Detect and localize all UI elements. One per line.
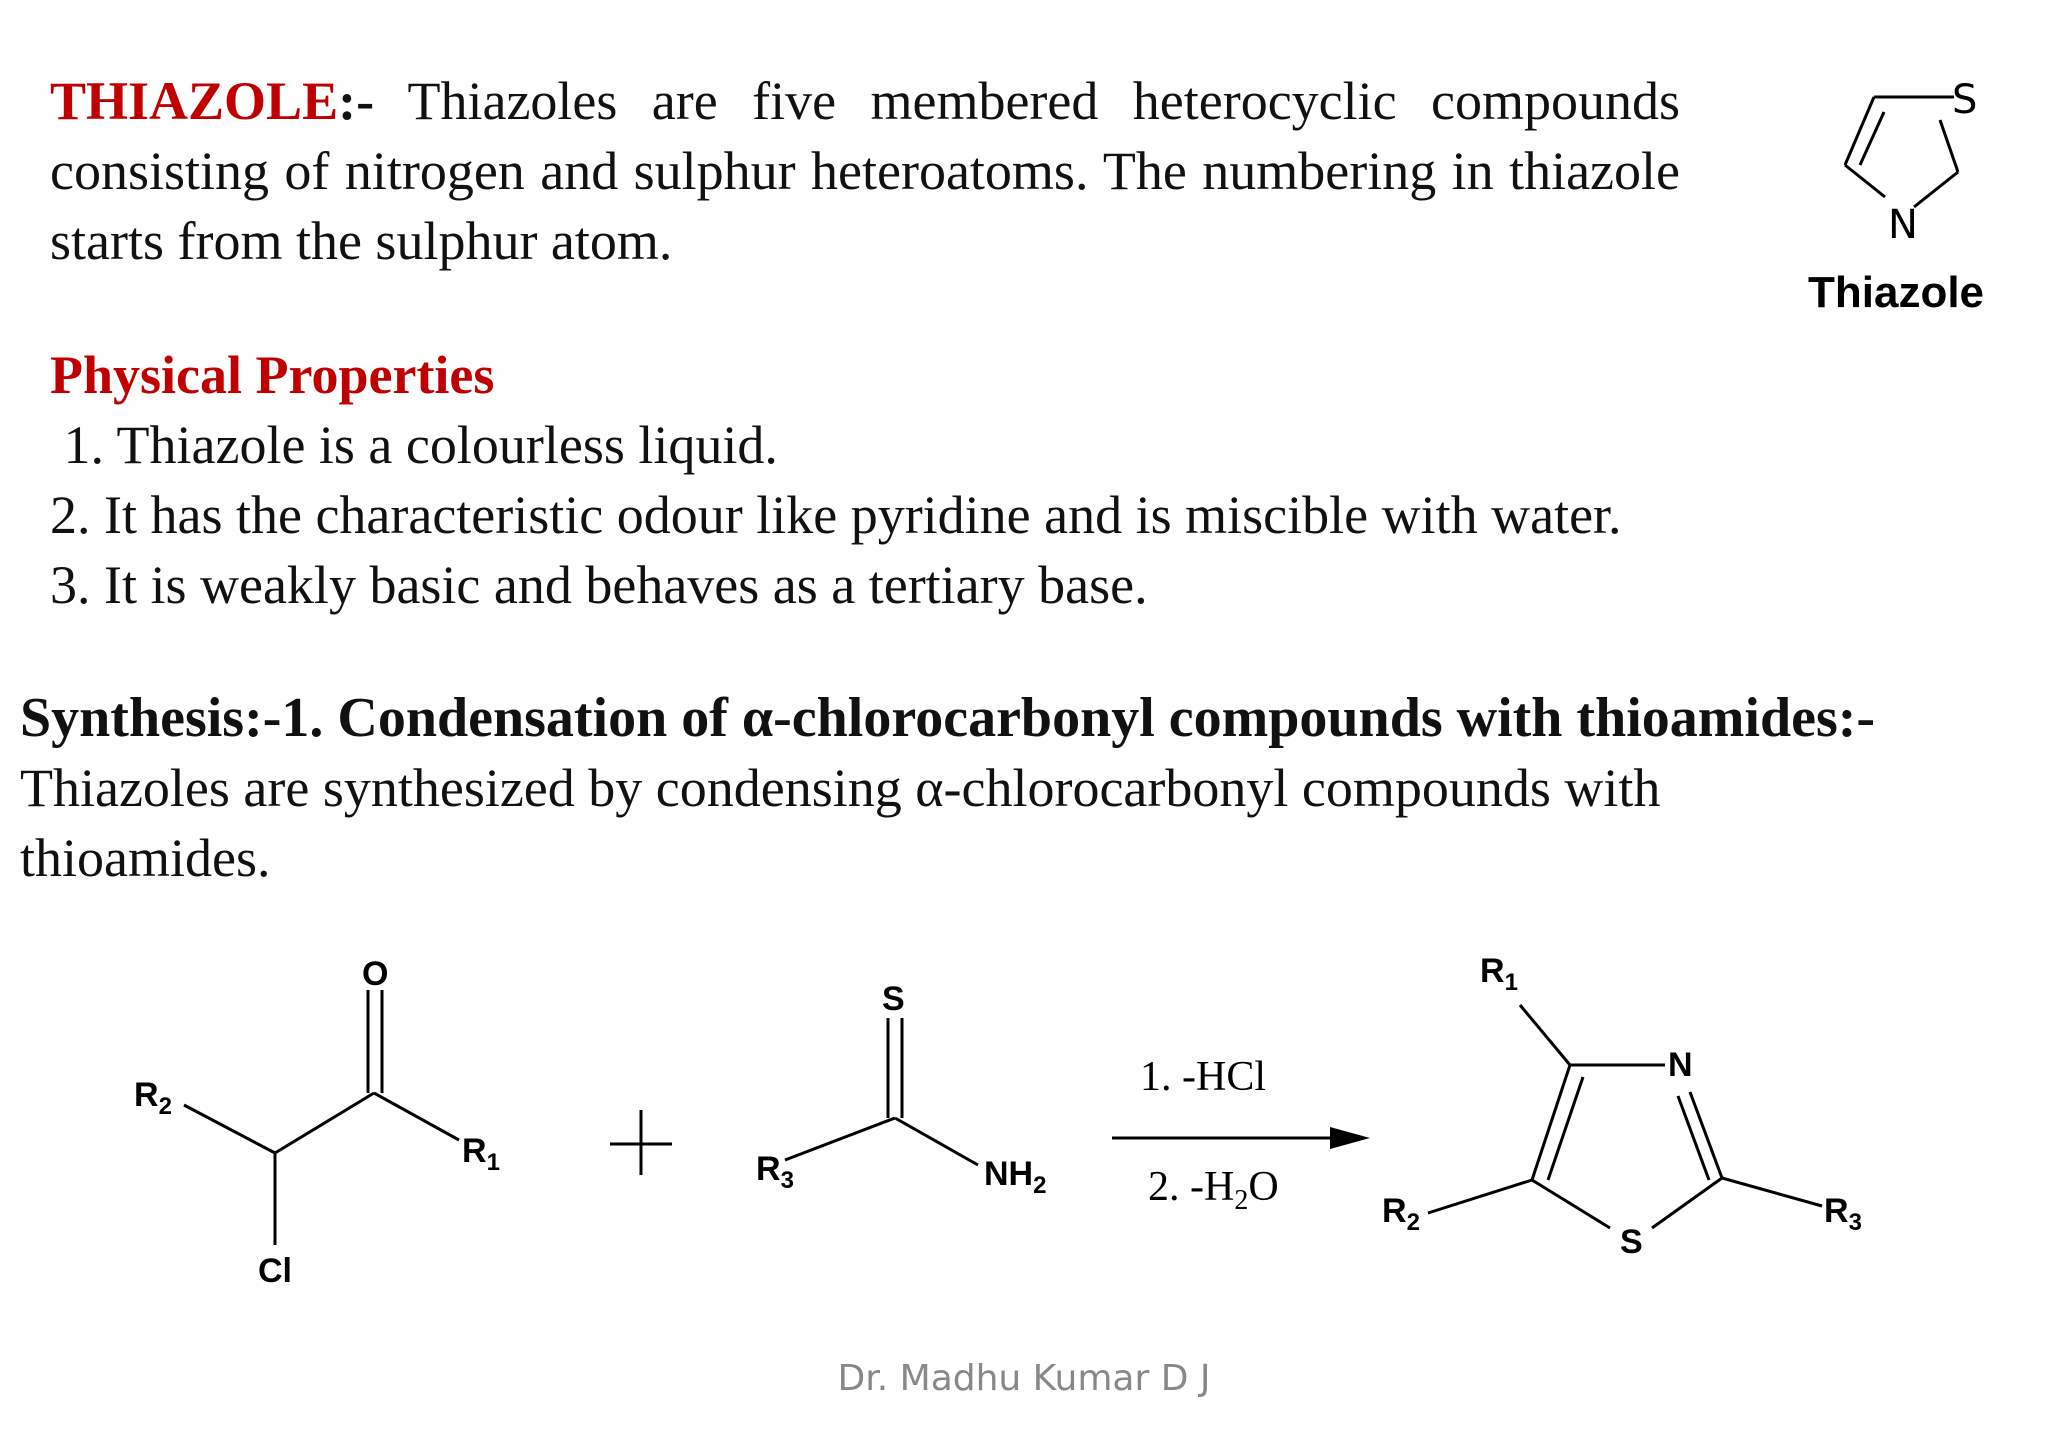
chlorocarbonyl-structure: [184, 990, 459, 1245]
thiazole-ring-structure: [1845, 97, 1958, 207]
reactant2-nh2: $NH_2$: [984, 1155, 1047, 1199]
reactant1-chlorine: Cl: [258, 1252, 292, 1290]
author-footer: Dr. Madhu Kumar D J: [837, 1358, 1211, 1399]
synthesis-text: Thiazoles are synthesized by condensing α-chlorocarbonyl compounds with thioamides.: [20, 758, 1661, 888]
product-sulfur: S: [1620, 1223, 1643, 1261]
reactant1-r2: $R_2$: [134, 1076, 172, 1120]
property-item: 1. Thiazole is a colourless liquid.: [50, 415, 778, 475]
reactant1-oxygen: O: [362, 955, 389, 993]
product-r3: $R_3$: [1824, 1192, 1862, 1236]
plus-sign: [610, 1110, 672, 1175]
product-r2: $R_2$: [1382, 1192, 1420, 1236]
product-r1: $R_1$: [1480, 952, 1518, 996]
thiazole-atom-s: S: [1952, 77, 1978, 123]
condition-step1: 1. -HCl: [1140, 1054, 1266, 1100]
product-nitrogen: N: [1668, 1046, 1693, 1084]
physical-properties-title: Physical Properties: [50, 345, 495, 405]
thioamide-structure: [785, 1018, 978, 1165]
condition-step2: 2. $-H_2O$: [1148, 1164, 1279, 1216]
property-item: 2. It has the characteristic odour like pyridine and is miscible with water.: [50, 485, 1622, 545]
synthesis-title: Synthesis:-1. Condensation of α-chlorocarbonyl compounds with thioamides:-: [20, 687, 1876, 749]
intro-heading: THIAZOLE: [50, 71, 339, 131]
reactant2-sulfur: S: [882, 980, 905, 1018]
thiazole-atom-n: N: [1888, 202, 1918, 248]
thiazole-caption: Thiazole: [1808, 268, 1985, 317]
product-thiazole-structure: [1428, 1005, 1822, 1228]
intro-text: Thiazoles are five membered heterocyclic compounds consisting of nitrogen and sulphur heteroatoms. The numbering in thiazole starts from the sulphur atom.: [50, 71, 1680, 271]
reactant1-r1: $R_1$: [462, 1132, 500, 1176]
property-item: 3. It is weakly basic and behaves as a tertiary base.: [50, 555, 1148, 615]
intro-separator: :-: [338, 71, 375, 131]
arrow-head: [1330, 1127, 1370, 1149]
reactant2-r3: $R_3$: [756, 1150, 794, 1194]
